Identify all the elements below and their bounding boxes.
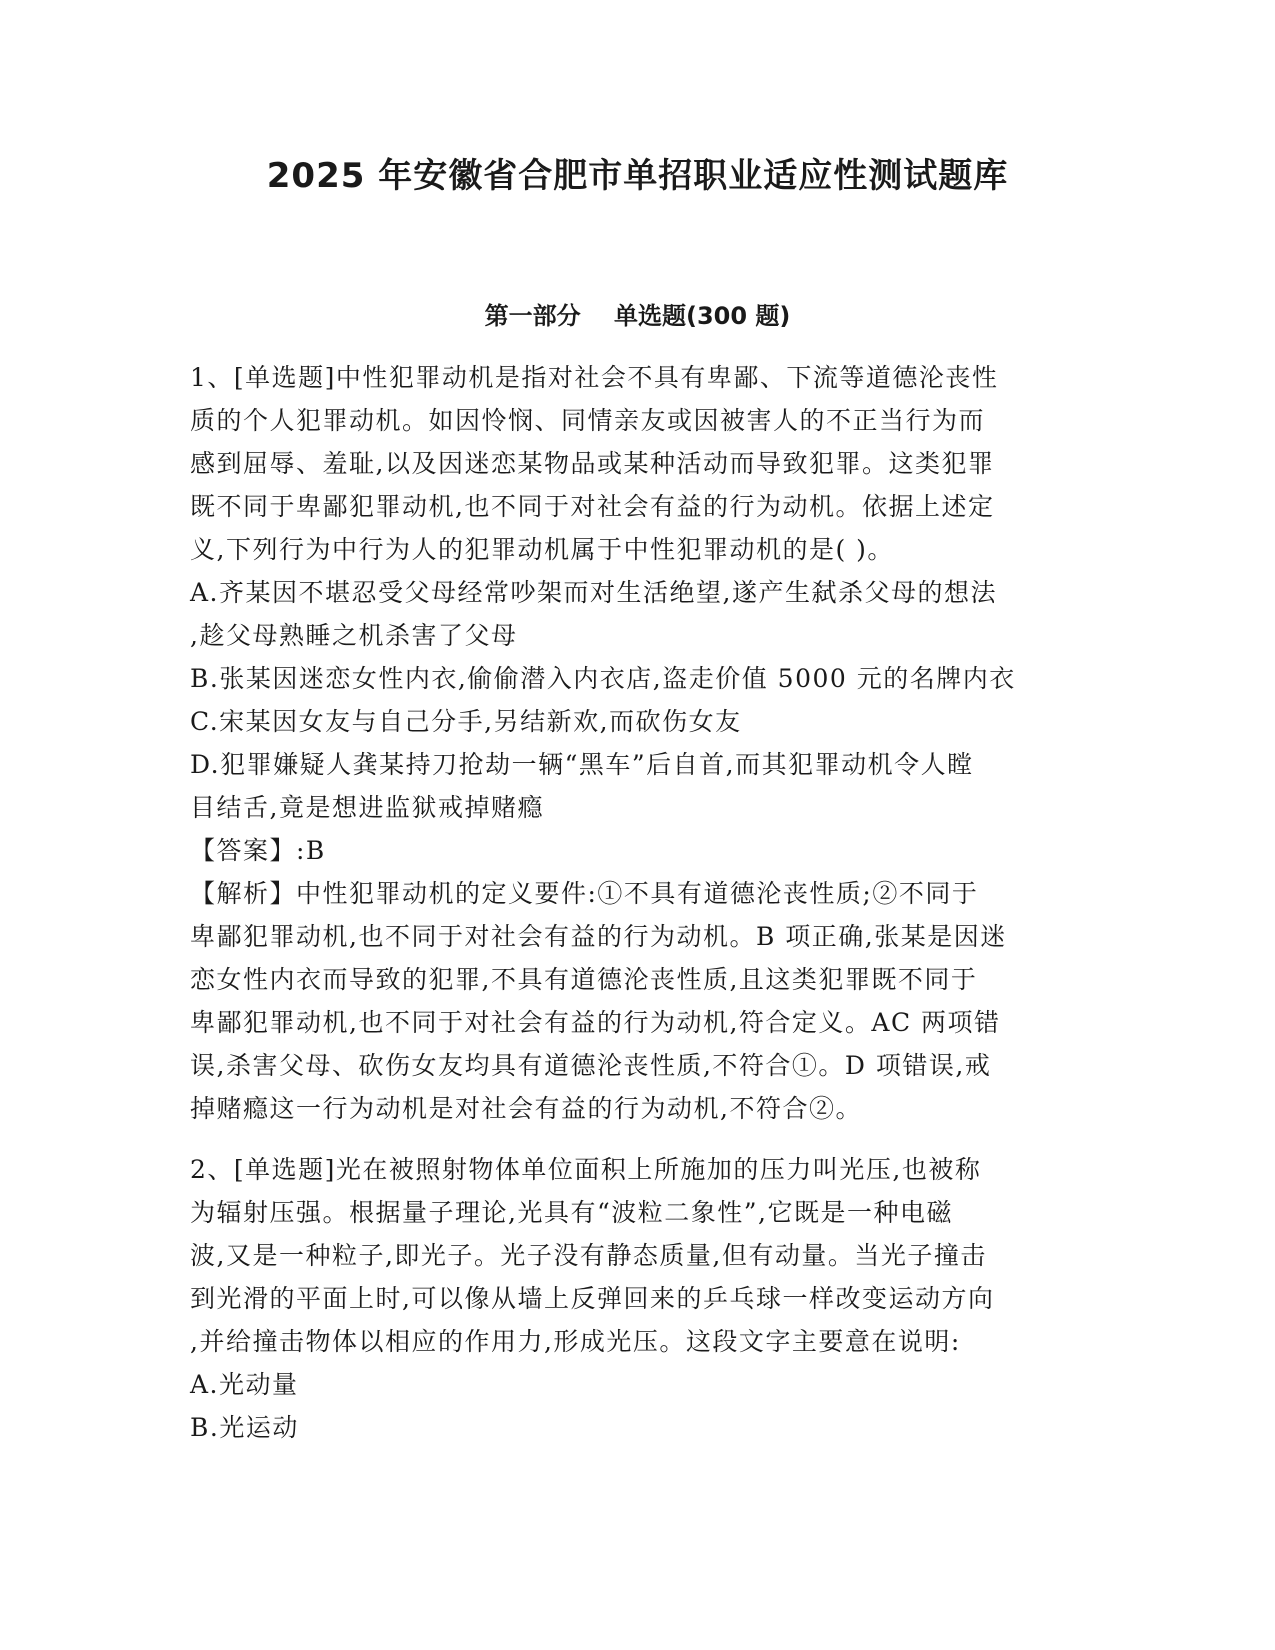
section-heading: 第一部分 单选题(300 题): [484, 302, 791, 330]
option-d: D.犯罪嫌疑人龚某持刀抢劫一辆“黑车”后自首,而其犯罪动机令人瞠: [190, 750, 974, 779]
analysis-line: 卑鄙犯罪动机,也不同于对社会有益的行为动机。B 项正确,张某是因迷: [190, 922, 1007, 951]
stem-line: 为辐射压强。根据量子理论,光具有“波粒二象性”,它既是一种电磁: [190, 1198, 953, 1227]
option-d-continued: 目结舌,竟是想进监狱戒掉赌瘾: [190, 793, 544, 822]
analysis-line: 【解析】中性犯罪动机的定义要件:①不具有道德沦丧性质;②不同于: [190, 879, 979, 908]
option-a-continued: ,趁父母熟睡之机杀害了父母: [190, 621, 518, 650]
option-c: C.宋某因女友与自己分手,另结新欢,而砍伤女友: [190, 707, 742, 736]
stem-line: 波,又是一种粒子,即光子。光子没有静态质量,但有动量。当光子撞击: [190, 1241, 987, 1270]
analysis-line: 掉赌瘾这一行为动机是对社会有益的行为动机,不符合②。: [190, 1094, 862, 1123]
document-title: 2025 年安徽省合肥市单招职业适应性测试题库: [266, 156, 1009, 196]
stem-line: 义,下列行为中行为人的犯罪动机属于中性犯罪动机的是( )。: [190, 535, 894, 564]
option-a: A.光动量: [190, 1370, 299, 1399]
stem-line: 既不同于卑鄙犯罪动机,也不同于对社会有益的行为动机。依据上述定: [190, 492, 995, 521]
analysis-line: 卑鄙犯罪动机,也不同于对社会有益的行为动机,符合定义。AC 两项错: [190, 1008, 1001, 1037]
question-2-options: [190, 1363, 1090, 1449]
stem-line: ,并给撞击物体以相应的作用力,形成光压。这段文字主要意在说明:: [190, 1327, 961, 1356]
stem-line: 感到屈辱、羞耻,以及因迷恋某物品或某种活动而导致犯罪。这类犯罪: [190, 449, 995, 478]
question-2-stem: [190, 1148, 1090, 1363]
question-1-analysis: [190, 872, 1090, 1130]
stem-line: 1、[单选题]中性犯罪动机是指对社会不具有卑鄙、下流等道德沦丧性: [190, 363, 999, 392]
analysis-line: 误,杀害父母、砍伤女友均具有道德沦丧性质,不符合①。D 项错误,戒: [190, 1051, 992, 1080]
option-b: B.张某因迷恋女性内衣,偷偷潜入内衣店,盗走价值 5000 元的名牌内衣: [190, 664, 1016, 693]
analysis-line: 恋女性内衣而导致的犯罪,不具有道德沦丧性质,且这类犯罪既不同于: [190, 965, 978, 994]
stem-line: 2、[单选题]光在被照射物体单位面积上所施加的压力叫光压,也被称: [190, 1155, 982, 1184]
stem-line: 质的个人犯罪动机。如因怜悯、同情亲友或因被害人的不正当行为而: [190, 406, 986, 435]
question-1: [190, 356, 1090, 1130]
question-1-stem: [190, 356, 1090, 571]
question-list: [190, 356, 1090, 1449]
option-a: A.齐某因不堪忍受父母经常吵架而对生活绝望,遂产生弑杀父母的想法: [190, 578, 997, 607]
stem-line: 到光滑的平面上时,可以像从墙上反弹回来的乒乓球一样改变运动方向: [190, 1284, 995, 1313]
question-1-answer: 【答案】:B: [190, 836, 326, 865]
question-1-options: [190, 571, 1090, 829]
question-2: [190, 1148, 1090, 1449]
option-b: B.光运动: [190, 1413, 299, 1442]
